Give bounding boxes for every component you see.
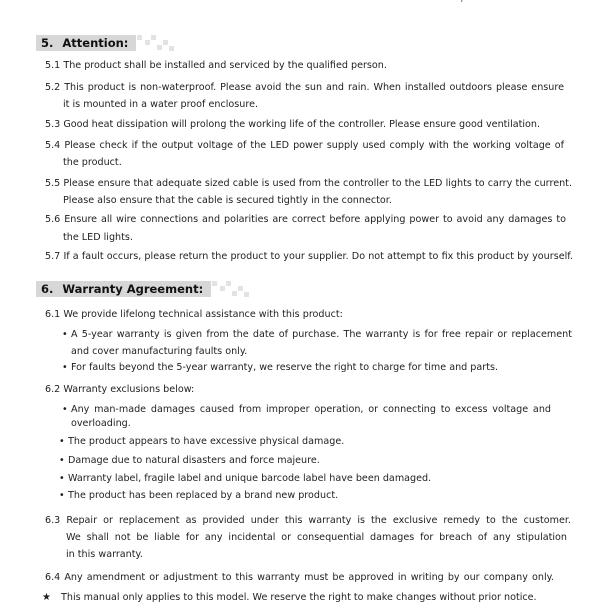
section-6-heading [36,281,251,297]
item-text: Good heat dissipation will prolong the working life of the controller. Please ensure good ventilation. [63,119,541,130]
bullet-text-continued: and cover manufacturing faults only. [71,346,248,357]
bullet-text: A 5-year warranty is given from the date of purchase. The warranty is for free repair or replacement [71,329,572,340]
list-item [45,82,564,94]
item-text: The product shall be installed and serviced by the qualified person. [63,60,387,71]
list-item [45,309,343,321]
section-6-heading-label [36,281,211,297]
list-item [45,140,564,152]
section-5-heading-label [36,35,136,51]
item-text-continued: We shall not be liable for any incidental or consequential damages for breach of any stipulation [66,532,567,543]
list-item [45,384,194,396]
section-6-title: Warranty Agreement: [62,282,204,296]
item-text: We provide lifelong technical assistance with this product: [63,309,343,320]
section-5-heading [36,35,176,51]
item-text-continued: in this warranty. [66,549,143,560]
item-text-continued: the product. [63,157,122,168]
bullet-item [71,362,498,374]
item-number: 5.7 [45,251,61,262]
item-number: 5.1 [45,60,61,71]
bullet-item [68,436,344,448]
item-text: Please ensure that adequate sized cable is used from the controller to the LED lights to carry the current. [63,178,572,189]
footnote-text: This manual only applies to this model. We reserve the right to make changes without prior notice. [61,592,537,603]
bullet-item [68,490,338,502]
item-text: Please check if the output voltage of the LED power supply used comply with the working voltage of [64,140,564,151]
item-text: If a fault occurs, please return the product to your supplier. Do not attempt to fix this product by yourself. [63,251,573,262]
item-number: 5.3 [45,119,61,130]
list-item [45,119,540,131]
bullet-text: Damage due to natural disasters and force majeure. [68,455,320,466]
item-text: Repair or replacement as provided under this warranty is the exclusive remedy to the customer. [66,515,571,526]
star-icon: ★ [42,592,51,603]
section-5-title: Attention: [62,36,129,50]
item-number: 6.3 [45,515,61,526]
bullet-item [68,473,431,485]
item-text: Any amendment or adjustment to this warranty must be approved in writing by our company only. [64,572,554,583]
list-item [45,178,572,190]
list-item [45,572,554,584]
bullet-text: The product has been replaced by a brand new product. [68,490,339,501]
bullet-text-continued: overloading. [71,418,131,429]
list-item [45,251,573,263]
list-item [45,60,387,72]
item-text: Warranty exclusions below: [63,384,195,395]
page-corner-mark [458,0,464,2]
list-item [45,214,566,226]
item-text-continued: Please also ensure that the cable is secured tightly in the connector. [63,195,392,206]
item-text-continued: it is mounted in a water proof enclosure. [63,99,259,110]
footnote [42,592,537,604]
item-number: 5.5 [45,178,61,189]
heading-fade-pattern [136,35,176,51]
bullet-item [68,455,320,467]
bullet-item [71,404,551,416]
section-6-number: 6. [41,282,54,296]
item-number: 5.2 [45,82,61,93]
item-number: 6.4 [45,572,61,583]
item-number: 5.6 [45,214,61,225]
item-text: This product is non-waterproof. Please avoid the sun and rain. When installed outdoors please ensure [64,82,564,93]
bullet-text: For faults beyond the 5-year warranty, we reserve the right to charge for time and parts. [71,362,499,373]
list-item [45,515,571,527]
item-text: Ensure all wire connections and polarities are correct before applying power to avoid any damages to [64,214,566,225]
item-text-continued: the LED lights. [63,232,133,243]
bullet-text: Warranty label, fragile label and unique barcode label have been damaged. [68,473,432,484]
item-number: 6.2 [45,384,61,395]
item-number: 6.1 [45,309,61,320]
heading-fade-pattern [211,281,251,297]
bullet-text: The product appears to have excessive physical damage. [68,436,345,447]
section-5-number: 5. [41,36,54,50]
bullet-text: Any man-made damages caused from improper operation, or connecting to excess voltage and [71,404,551,415]
bullet-item [71,329,572,341]
item-number: 5.4 [45,140,61,151]
